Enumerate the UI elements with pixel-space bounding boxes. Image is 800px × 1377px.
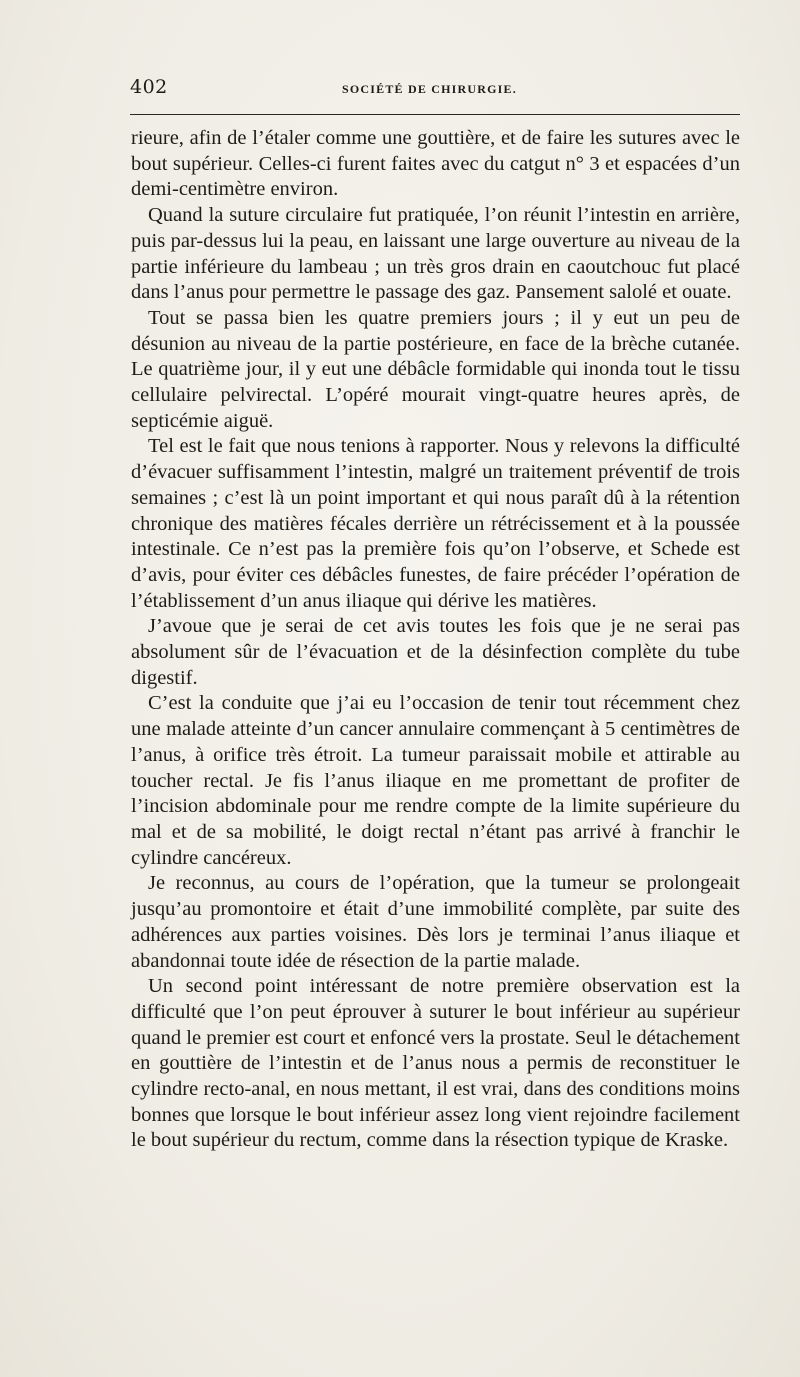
paragraph: Je reconnus, au cours de l’opération, que la tumeur se prolongeait jusqu’au promontoire et était d’une immobilité complète, par suite des adhérences aux parties voisines. Dès lors je terminai l’anus iliaque et abandonnai toute idée de résection de la partie malade.: [131, 872, 740, 972]
paragraph: Tel est le fait que nous tenions à rapporter. Nous y relevons la difficulté d’évacuer suffisamment l’intestin, malgré un traitement préventif de trois semaines ; c’est là un point important et qui nous paraît dû à la rétention chronique des matières fécales derrière un rétrécissement et à la poussée intestinale. Ce n’est pas la première fois qu’on l’observe, et Schede est d’avis, pour éviter ces débâcles funestes, de faire précéder l’opération de l’établissement d’un anus iliaque qui dérive les matières.: [131, 435, 740, 612]
paragraph-continuation: rieure, afin de l’étaler comme une gouttière, et de faire les sutures avec le bout supérieur. Celles-ci furent faites avec du catgut n° 3 et espacées d’un demi-centimètre environ.: [131, 127, 740, 201]
body-text: [131, 126, 740, 1154]
paragraph: C’est la conduite que j’ai eu l’occasion de tenir tout récemment chez une malade atteinte d’un cancer annulaire commençant à 5 centimètres de l’anus, à orifice très étroit. La tumeur paraissait mobile et attirable au toucher rectal. Je fis l’anus iliaque en me promettant de profiter de l’incision abdominale pour me rendre compte de la limite supérieure du mal et de sa mobilité, le doigt rectal n’étant pas arrivé à franchir le cylindre cancéreux.: [131, 692, 740, 869]
paragraph: Tout se passa bien les quatre premiers jours ; il y eut un peu de désunion au niveau de la partie postérieure, en face de la brèche cutanée. Le quatrième jour, il y eut une débâcle formidable qui inonda tout le tissu cellulaire pelvirectal. L’opéré mourait vingt-quatre heures après, de septicémie aiguë.: [131, 306, 740, 432]
page-number: 402: [130, 76, 168, 98]
paragraph: Quand la suture circulaire fut pratiquée, l’on réunit l’intestin en arrière, puis par-dessus lui la peau, en laissant une large ouverture au niveau de la partie inférieure du lambeau ; un très gros drain en caoutchouc fut placé dans l’anus pour permettre le passage des gaz. Pansement salolé et ouate.: [131, 204, 740, 304]
running-head: SOCIÉTÉ DE CHIRURGIE.: [342, 82, 517, 96]
paragraph: Un second point intéressant de notre première observation est la difficulté que l’on peut éprouver à suturer le bout inférieur au supérieur quand le premier est court et enfoncé vers la prostate. Seul le détachement en gouttière de l’intestin et de l’anus nous a permis de reconstituer le cylindre recto-anal, en nous mettant, il est vrai, dans des conditions moins bonnes que lorsque le bout inférieur assez long vient rejoindre facilement le bout supérieur du rectum, comme dans la résection typique de Kraske.: [131, 975, 740, 1152]
header-rule: [130, 114, 740, 115]
page-header: [130, 76, 740, 106]
paragraph: J’avoue que je serai de cet avis toutes les fois que je ne serai pas absolument sûr de l’évacuation et de la désinfection complète du tube digestif.: [131, 615, 740, 689]
